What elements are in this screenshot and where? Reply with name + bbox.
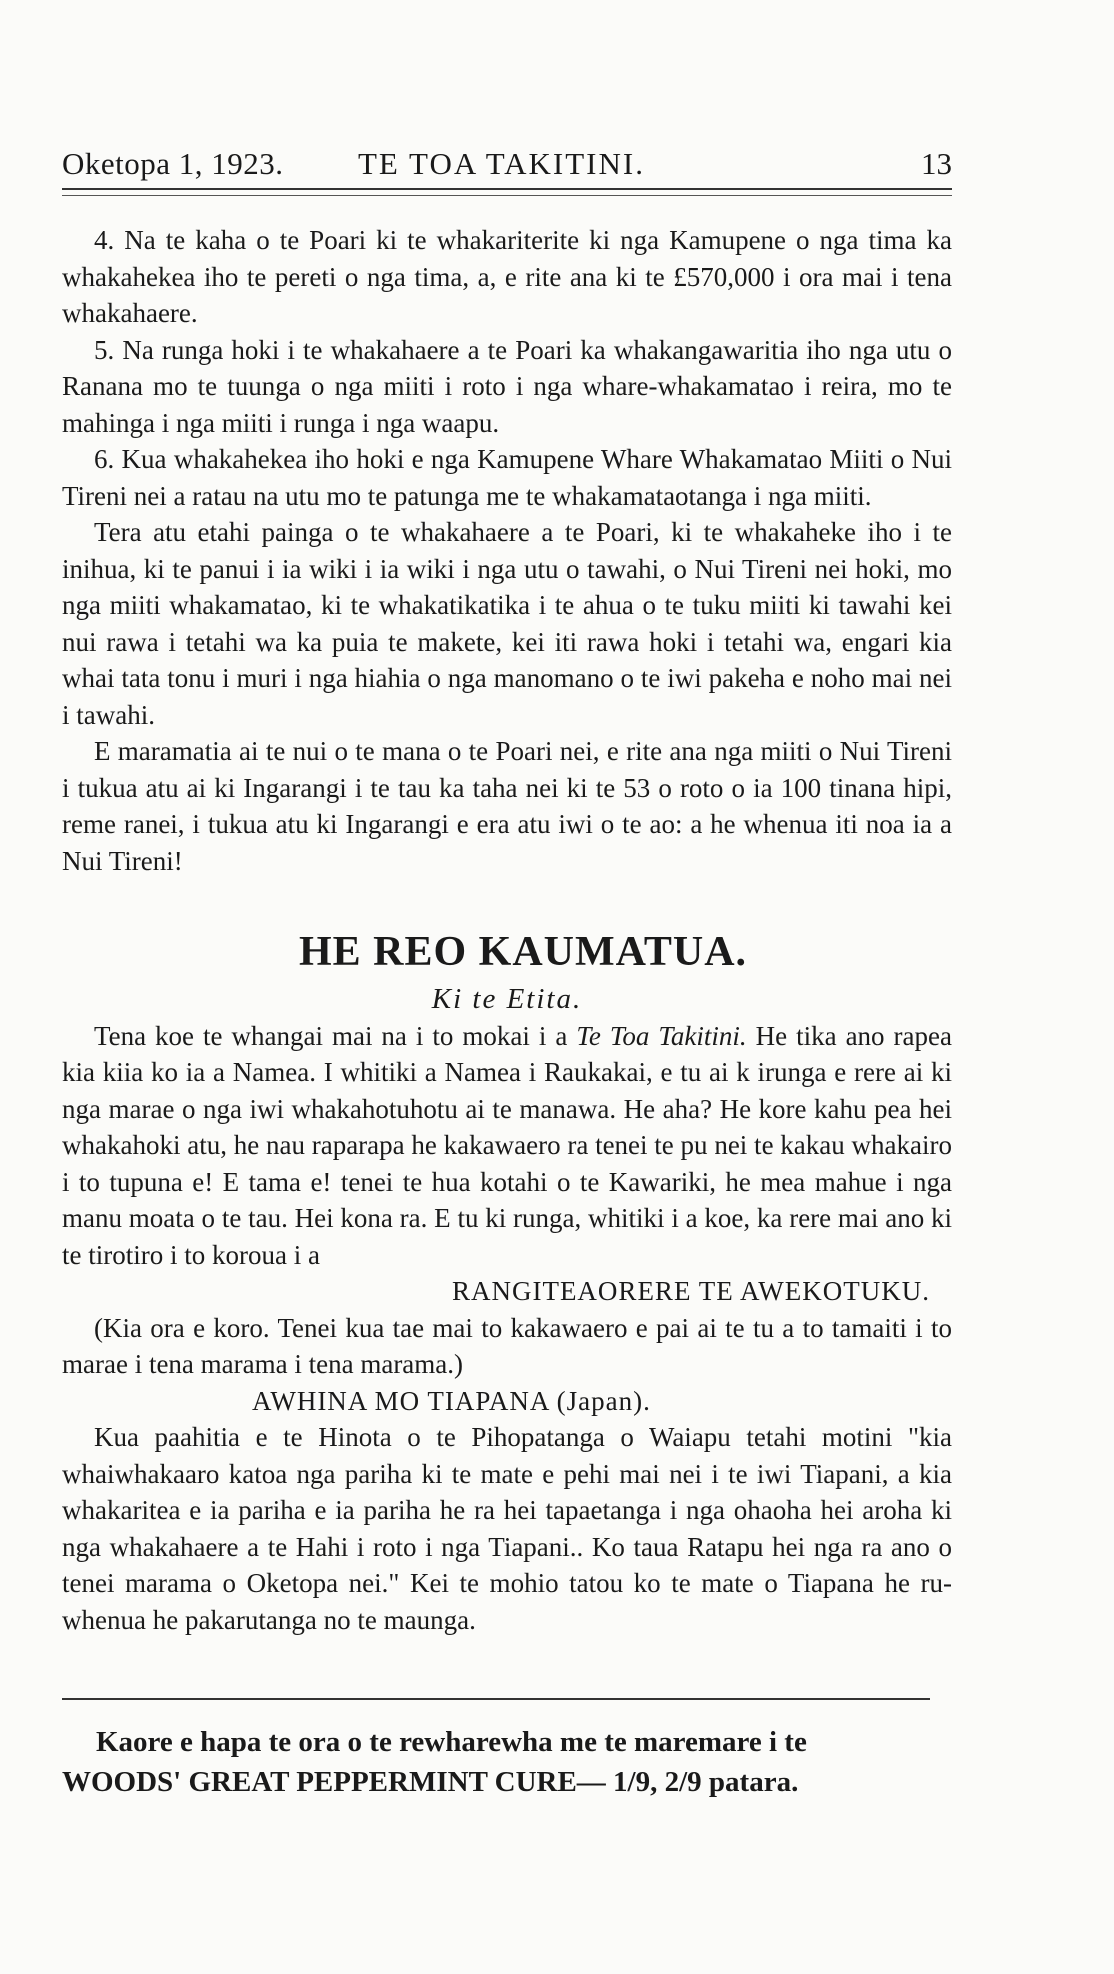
advertisement [62,1722,952,1802]
newspaper-name-italic: Te Toa Takitini. [576,1020,747,1051]
page-body [62,222,952,1638]
article-paragraph-7: Tera atu etahi painga o te whakahaere a te Poari, ki te whakaheke iho i te inihua, ki te panui i ia wiki i ia wiki i nga utu o tawahi, o Nui Tireni nei hoki, mo nga miiti whakamatao, ki te whakatikatika i te ahua o te tuku miiti ki tawahi kei nui rawa i tetahi wa ka puia te makete, kei iti rawa hoki i tetahi wa, engari kia whai tata tonu i muri i nga hiahia o nga manomano o te iwi pakeha e noho mai nei i tawahi. [62,517,952,730]
page-number: 13 [921,146,952,181]
editor-reply: (Kia ora e koro. Tenei kua tae mai to kakawaero e pai ai te tu a to tamaiti i to marae i tena marama i tena marama.) [62,1312,952,1379]
article-paragraph-4: 4. Na te kaha o te Poari ki te whakariterite ki nga Kamupene o nga tima ka whakahekea iho te pereti o nga tima, a, e rite ana ki te £570,000 i ora mai i tena whakahaere. [62,225,952,328]
letter-text-start: Tena koe te whangai mai na i to mokai i a [94,1020,577,1051]
advert-line-2: WOODS' GREAT PEPPERMINT CURE— 1/9, 2/9 patara. [62,1766,799,1798]
section-body: Kua paahitia e te Hinota o te Pihopatanga o Waiapu tetahi motini "kia whaiwhakaaro katoa nga pariha ki te mate e pehi mai nei i te iwi Tiapani, a kia whakaritea e ia pariha e ia pariha he ra hei tapaetanga i nga ohaoha hei aroha ki nga whakahaere a te Hahi i roto i nga Tiapani.. Ko taua Ratapu hei nga ra ano o tenei marama o Oketopa nei." Kei te mohio tatou ko te mate o Tiapana he ru-whenua he pakarutanga no te maunga. [62,1422,952,1635]
section-title: AWHINA MO TIAPANA (Japan). [252,1385,651,1416]
issue-date: Oketopa 1, 1923. [62,146,284,181]
article-paragraph-5: 5. Na runga hoki i te whakahaere a te Poari ka whakangawaritia iho nga utu o Ranana mo te tuunga o nga miiti i roto i nga whare-whakamatao i reira, mo te mahinga i nga miiti i runga i nga waapu. [62,334,952,438]
letter-subheading: Ki te Etita. [431,983,583,1015]
letter-paragraph [62,1018,952,1274]
letter-text-rest: He tika ano rapea kia kiia ko ia a Namea. I whitiki a Namea i Raukakai, e tu ai k irunga e rere ai ki nga marae o nga iwi whakahotuhotu ai te manawa. He aha? He kore kahu pea hei whakahoki atu, he nau raparapa he kakawaero ra tenei te pu nei te kakau whakairo i to tupuna e! E tama e! tenei te hua kotahi o te Kawariki, he mea mahue i nga manu moata o te tau. Hei kona ra. E tu ki runga, whitiki i a koe, ka rere mai ano ki te tirotiro i to koroua i a [62,1020,952,1270]
article-paragraph-8: E maramatia ai te nui o te mana o te Poari nei, e rite ana nga miiti o Nui Tireni i tukua atu ai ki Ingarangi i te tau ka taha nei ki te 53 o roto o ia 100 tinana hipi, reme ranei, i tukua atu ki Ingarangi e era atu iwi o te ao: a he whenua iti noa ia a Nui Tireni! [62,736,952,876]
advert-divider [62,1698,930,1700]
header-divider [62,195,952,196]
letter-heading: HE REO KAUMATUA. [298,929,748,975]
letter-signature: RANGITEAORERE TE AWEKOTUKU. [451,1276,930,1306]
publication-title: TE TOA TAKITINI. [358,146,645,181]
article-paragraph-6: 6. Kua whakahekea iho hoki e nga Kamupene Whare Whakamatao Miiti o Nui Tireni nei a ratau na utu mo te patunga me te whakamataotanga i nga miiti. [62,444,952,511]
page-header [62,140,952,190]
advert-line-1: Kaore e hapa te ora o te rewharewha me te maremare i te [96,1726,807,1758]
